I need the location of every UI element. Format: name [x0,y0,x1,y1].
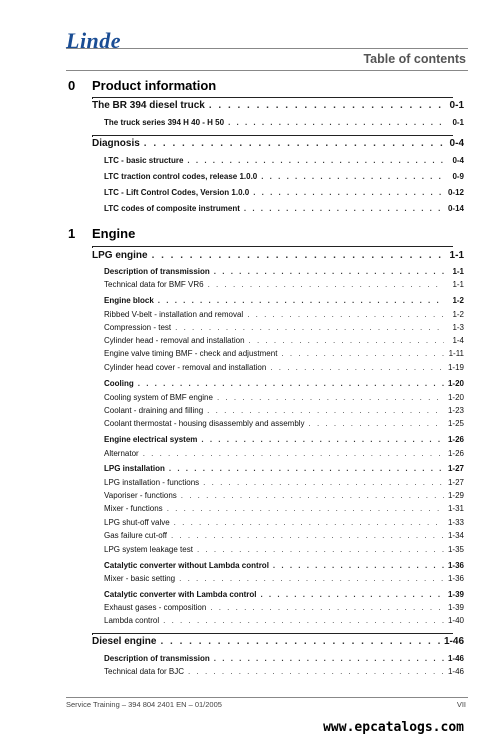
dot-leader [247,308,444,321]
chapter-title: Product information [92,78,217,93]
toc-entry-title: Exhaust gases - composition [104,603,207,612]
toc-entry[interactable] [104,202,464,215]
toc-entry[interactable] [104,502,464,515]
toc-entry-page: 1-19 [447,363,464,372]
toc-entry-title: LTC - basic structure [104,156,184,165]
toc-entry-page: 0-12 [447,188,464,197]
toc-entry-title: LTC - Lift Control Codes, Version 1.0.0 [104,188,250,197]
dot-leader [143,447,444,460]
toc-entry[interactable] [104,404,464,417]
toc-entry-title: Coolant thermostat - housing disassembly and assembly [104,419,305,428]
toc-entry[interactable] [104,186,464,199]
toc-entry-page: 1-34 [447,531,464,540]
dot-leader [228,116,444,129]
toc-entry-title: The BR 394 diesel truck [92,100,205,111]
toc-entry[interactable] [104,170,464,183]
toc-entry-title: Alternator [104,449,139,458]
dot-leader [281,347,444,360]
dot-leader [158,294,444,307]
toc-entry[interactable] [92,249,464,262]
toc-entry-page: 1-1 [452,267,464,276]
toc-entry-title: LTC codes of composite instrument [104,204,240,213]
toc-entry-page: 1-4 [452,336,464,345]
dot-leader [171,529,444,542]
dot-leader [179,572,444,585]
toc-entry-page: 1-27 [447,464,464,473]
toc-entry-title: LPG engine [92,250,148,261]
toc-entry[interactable] [104,476,464,489]
toc-entry-title: LPG shut-off valve [104,518,170,527]
dot-leader [203,476,444,489]
toc-entry-page: 1-20 [447,393,464,402]
toc-entry[interactable] [104,391,464,404]
toc-entry[interactable] [104,447,464,460]
dot-leader [174,516,444,529]
toc-entry-title: Diagnosis [92,138,140,149]
dot-leader [214,265,444,278]
dot-leader [210,601,444,614]
toc-entry-page: 1-23 [447,406,464,415]
dot-leader [209,99,444,112]
toc-entry-page: 1-25 [447,419,464,428]
dot-leader [261,170,444,183]
toc-entry-title: Ribbed V-belt - installation and removal [104,310,244,319]
dot-leader [260,588,444,601]
toc-entry-page: 1-2 [452,296,464,305]
dot-leader [167,502,444,515]
toc-entry-title: Gas failure cut-off [104,531,167,540]
watermark-url: www.epcatalogs.com [323,720,464,735]
toc-entry-page: 0-1 [452,118,464,127]
dot-leader [201,433,444,446]
toc-entry[interactable] [92,635,464,648]
dot-leader [273,559,444,572]
dot-leader [152,249,444,262]
toc-entry[interactable] [104,116,464,129]
toc-entry[interactable] [104,294,464,307]
chapter-title: Engine [92,226,136,241]
toc-entry[interactable] [104,543,464,556]
toc-entry[interactable] [104,265,464,278]
toc-entry-title: Compression - test [104,323,172,332]
toc-entry-title: Cooling system of BMF engine [104,393,213,402]
toc-entry-page: 1-36 [447,574,464,583]
dot-leader [138,377,444,390]
toc-entry[interactable] [104,433,464,446]
toc-entry-page: 1-35 [447,545,464,554]
toc-entry-title: Cooling [104,379,134,388]
toc-entry[interactable] [104,559,464,572]
section-bracket [92,246,453,248]
toc-entry-page: 1-46 [447,654,464,663]
dot-leader [253,186,444,199]
toc-entry[interactable] [104,308,464,321]
toc-entry-page: 1-26 [447,449,464,458]
footer-text: Service Training – 394 804 2401 EN – 01/2005 [66,700,222,709]
toc-entry-page: 1-20 [447,379,464,388]
dot-leader [175,321,444,334]
toc-entry-title: Lambda control [104,616,160,625]
page-number: VII [456,700,466,709]
toc-entry[interactable] [92,137,464,150]
toc-entry-page: 0-9 [452,172,464,181]
dot-leader [217,391,444,404]
toc-entry-title: Coolant - draining and filling [104,406,204,415]
toc-entry[interactable] [104,588,464,601]
dot-leader [187,154,444,167]
toc-entry-title: Catalytic converter with Lambda control [104,590,257,599]
toc-entry-page: 1-36 [447,561,464,570]
toc-entry-page: 1-33 [447,518,464,527]
toc-entry-page: 1-31 [447,504,464,513]
toc-entry-page: 1-2 [452,310,464,319]
toc-entry-title: Engine valve timing BMF - check and adjustment [104,349,278,358]
chapter-heading [68,78,216,93]
toc-entry-title: Diesel engine [92,636,157,647]
toc-entry[interactable] [104,361,464,374]
dot-leader [309,417,444,430]
toc-entry[interactable] [104,516,464,529]
toc-entry-title: Vaporiser - functions [104,491,177,500]
toc-entry[interactable] [104,665,464,678]
dot-leader [160,635,440,648]
toc-entry-page: 1-27 [447,478,464,487]
toc-entry-title: Engine electrical system [104,435,198,444]
toc-entry-page: 0-1 [449,100,464,111]
dot-leader [197,543,444,556]
chapter-heading [68,226,135,241]
toc-entry-title: LPG installation [104,464,165,473]
toc-entry-title: Cylinder head - removal and installation [104,336,245,345]
toc-entry[interactable] [104,529,464,542]
toc-entry[interactable] [104,652,464,665]
header-rule-lower [66,70,468,71]
dot-leader [208,278,444,291]
toc-entry-title: Description of transmission [104,267,210,276]
toc-entry-page: 1-40 [447,616,464,625]
toc-entry-page: 0-4 [449,138,464,149]
toc-entry-title: The truck series 394 H 40 - H 50 [104,118,225,127]
toc-entry[interactable] [92,99,464,112]
dot-leader [188,665,444,678]
toc-entry-page: 0-14 [447,204,464,213]
toc-entry-page: 1-1 [449,250,464,261]
toc-entry[interactable] [104,278,464,291]
dot-leader [244,202,444,215]
toc-entry[interactable] [104,572,464,585]
toc-entry-title: LPG system leakage test [104,545,193,554]
toc-entry-page: 1-46 [447,667,464,676]
page-title: Table of contents [363,52,466,66]
toc-entry-page: 1-46 [443,636,464,647]
dot-leader [207,404,444,417]
chapter-number: 0 [68,78,76,93]
toc-entry-title: Description of transmission [104,654,210,663]
toc-entry[interactable] [104,489,464,502]
dot-leader [249,334,444,347]
dot-leader [270,361,444,374]
toc-entry-page: 0-4 [452,156,464,165]
toc-entry-title: Engine block [104,296,154,305]
toc-entry-page: 1-39 [447,603,464,612]
toc-entry-title: LPG installation - functions [104,478,200,487]
toc-entry[interactable] [104,377,464,390]
toc-entry[interactable] [104,614,464,627]
toc-entry-title: Technical data for BMF VR6 [104,280,204,289]
toc-entry-title: Catalytic converter without Lambda control [104,561,269,570]
toc-entry[interactable] [104,347,464,360]
toc-entry-title: LTC traction control codes, release 1.0.0 [104,172,258,181]
toc-entry-page: 1-29 [447,491,464,500]
toc-entry-page: 1-1 [452,280,464,289]
toc-entry-page: 1-11 [448,349,464,358]
dot-leader [144,137,444,150]
dot-leader [181,489,444,502]
chapter-number: 1 [68,226,76,241]
toc-entry[interactable] [104,321,464,334]
toc-entry[interactable] [104,601,464,614]
dot-leader [169,462,444,475]
toc-entry[interactable] [104,462,464,475]
dot-leader [214,652,444,665]
toc-entry[interactable] [104,417,464,430]
toc-entry-page: 1-39 [447,590,464,599]
toc-entry[interactable] [104,334,464,347]
toc-entry-title: Mixer - basic setting [104,574,176,583]
header-rule [66,48,468,49]
linde-logo: Linde [66,28,122,53]
footer-rule [66,697,468,698]
toc-entry-title: Mixer - functions [104,504,163,513]
toc-entry-title: Cylinder head cover - removal and installation [104,363,267,372]
dot-leader [163,614,444,627]
toc-entry[interactable] [104,154,464,167]
toc-entry-title: Technical data for BJC [104,667,185,676]
toc-entry-page: 1-3 [452,323,464,332]
toc-entry-page: 1-26 [447,435,464,444]
